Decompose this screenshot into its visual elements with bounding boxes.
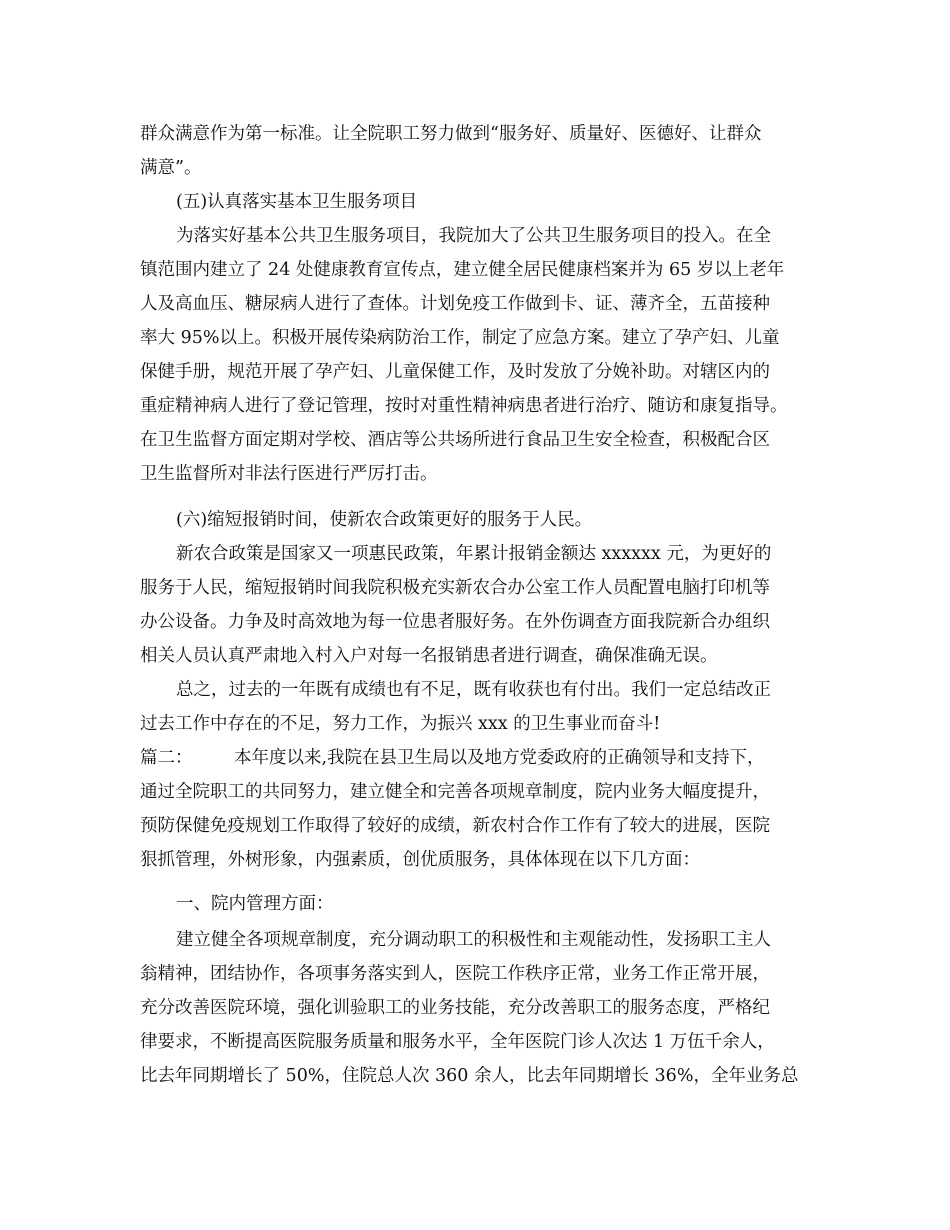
text-line: 新农合政策是国家又一项惠民政策，年累计报销金额达 xxxxxx 元，为更好的	[176, 544, 772, 564]
text-line: 在卫生监督方面定期对学校、酒店等公共场所进行食品卫生安全检查，积极配合区	[140, 430, 770, 450]
text-line: 建立健全各项规章制度，充分调动职工的积极性和主观能动性，发扬职工主人	[176, 930, 771, 950]
text-line: 翁精神，团结协作，各项事务落实到人，医院工作秩序正常，业务工作正常开展，	[140, 964, 770, 984]
text-line: 相关人员认真严肃地入村入户对每一名报销患者进行调查，确保准确无误。	[140, 646, 718, 666]
text-line: 为落实好基本公共卫生服务项目，我院加大了公共卫生服务项目的投入。在全	[176, 226, 771, 246]
text-line: 预防保健免疫规划工作取得了较好的成绩，新农村合作工作有了较大的进展，医院	[140, 816, 770, 836]
text-line: 充分改善医院环境，强化训验职工的业务技能，充分改善职工的服务态度，严格纪	[140, 998, 770, 1018]
text-line: 办公设备。力争及时高效地为每一位患者服好务。在外伤调查方面我院新合办组织	[140, 612, 770, 632]
text-line: 重症精神病人进行了登记管理，按时对重性精神病患者进行治疗、随访和康复指导。	[140, 396, 788, 416]
text-line: 镇范围内建立了 24 处健康教育宣传点，建立健全居民健康档案并为 65 岁以上老年	[140, 260, 785, 280]
text-line: 满意”。	[140, 158, 202, 178]
text-line: 本年度以来,我院在县卫生局以及地方党委政府的正确领导和支持下，	[234, 748, 765, 768]
section-heading: (五)认真落实基本卫生服务项目	[176, 192, 418, 212]
text-line: 狠抓管理，外树形象，内强素质，创优质服务，具体体现在以下几方面：	[140, 850, 700, 870]
section-label: 篇二：	[140, 748, 193, 768]
section-heading: 一、院内管理方面：	[176, 894, 334, 914]
text-line: 率大 95%以上。积极开展传染病防治工作，制定了应急方案。建立了孕产妇、儿童	[140, 328, 780, 348]
text-line: 通过全院职工的共同努力，建立健全和完善各项规章制度，院内业务大幅度提升，	[140, 782, 770, 802]
text-line: 律要求，不断提高医院服务质量和服务水平，全年医院门诊人次达 1 万伍千余人，	[140, 1032, 775, 1052]
text-line: 群众满意作为第一标准。让全院职工努力做到“服务好、质量好、医德好、让群众	[140, 124, 762, 144]
text-line: 比去年同期增长了 50%，住院总人次 360 余人，比去年同期增长 36%，全年业务总	[140, 1066, 799, 1086]
text-line: 保健手册，规范开展了孕产妇、儿童保健工作，及时发放了分娩补助。对辖区内的	[140, 362, 770, 382]
text-line: 总之，过去的一年既有成绩也有不足，既有收获也有付出。我们一定总结改正	[176, 680, 771, 700]
text-line: 人及高血压、糖尿病人进行了查体。计划免疫工作做到卡、证、薄齐全，五苗接种	[140, 294, 770, 314]
text-line: 卫生监督所对非法行医进行严厉打击。	[140, 464, 438, 484]
section-heading: (六)缩短报销时间，使新农合政策更好的服务于人民。	[176, 510, 593, 530]
text-line: 服务于人民，缩短报销时间我院积极充实新农合办公室工作人员配置电脑打印机等	[140, 578, 770, 598]
text-line: 过去工作中存在的不足，努力工作，为振兴 xxx 的卫生事业而奋斗!	[140, 714, 661, 734]
